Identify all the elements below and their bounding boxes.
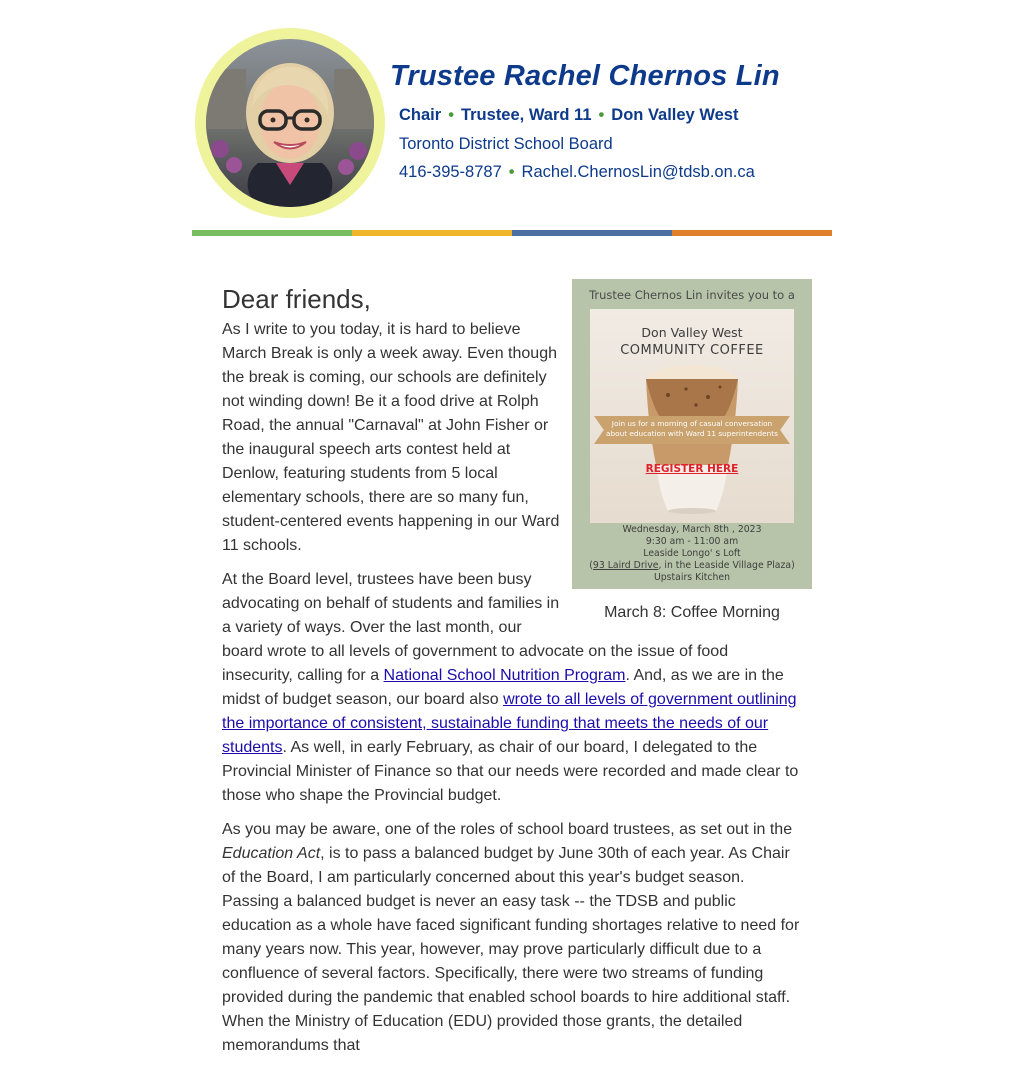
paragraph-2-text-3: . As well, in early February, as chair of our board, I delegated to the Provincial Minister of Finance so that our needs were recorded and made clear to those who shape the Provincial budget. <box>222 739 799 804</box>
email-link[interactable]: Rachel.ChernosLin@tdsb.on.ca <box>521 163 755 181</box>
event-room: Upstairs Kitchen <box>653 572 731 583</box>
event-address: 93 Laird Drive <box>592 560 659 571</box>
poster-subtitle: Don Valley West <box>641 325 743 340</box>
phone-link[interactable]: 416-395-8787 <box>399 163 502 181</box>
paragraph-2-text-2: . And, as we are in the midst of budget season, our board also <box>222 667 784 708</box>
education-act-italic: Education Act <box>222 845 321 862</box>
poster-event-details <box>572 524 812 584</box>
paragraph-3-text-2: , is to pass a balanced budget by June 30th of each year. As Chair of the Board, I am particularly concerned about this year's budget season. Passing a balanced budget is never an easy task -- the TDSB and public education as a whole have faced significant funding shortages relative to need for many years now. This year, however, may prove particularly difficult due to a confluence of several factors. Specifically, there were two streams of funding provided during the pandemic that enabled school boards to hire additional staff. When the Ministry of Education (EDU) provided those grants, the detailed memorandums that <box>222 845 800 1054</box>
color-bar-yellow <box>352 230 512 236</box>
newsletter-body <box>222 278 802 1068</box>
address-paren: ( <box>589 560 593 571</box>
color-bar-orange <box>672 230 832 236</box>
bullet-separator: • <box>448 106 454 124</box>
national-school-nutrition-link[interactable]: National School Nutrition Program <box>383 667 626 684</box>
community-coffee-poster[interactable] <box>572 279 812 589</box>
role-line <box>399 106 738 125</box>
organization-name: Toronto District School Board <box>399 135 613 153</box>
poster-ribbon-text <box>594 419 790 439</box>
color-bar-blue <box>512 230 672 236</box>
paragraph-3 <box>222 818 802 1058</box>
role-ward: Trustee, Ward 11 <box>460 106 592 124</box>
role-riding: Don Valley West <box>611 106 739 124</box>
funding-letter-link[interactable]: wrote to all levels of government outlining the importance of consistent, sustainable funding that meets the needs of our students <box>222 691 797 756</box>
contact-line <box>399 163 755 182</box>
greeting-heading: Dear friends, <box>222 284 371 314</box>
color-divider-bar <box>192 230 832 236</box>
trustee-portrait-image <box>206 39 374 207</box>
ribbon-line-2: about education with Ward 11 superintendents <box>606 429 778 438</box>
paragraph-2-text-1: At the Board level, trustees have been busy advocating on behalf of students and families in a variety of ways. Over the last month, our board wrote to all levels of government to advocate on the issue of food insecurity, calling for a <box>222 571 729 684</box>
figure-caption: March 8: Coffee Morning <box>604 604 780 621</box>
ribbon-line-1: Join us for a morning of casual conversation <box>611 419 773 428</box>
avatar <box>206 39 374 207</box>
bullet-separator: • <box>598 106 605 124</box>
event-date: Wednesday, March 8th , 2023 <box>622 524 762 535</box>
event-figure <box>572 279 812 622</box>
event-time: 9:30 am - 11:00 am <box>645 536 739 547</box>
event-address-rest: , in the Leaside Village Plaza) <box>658 560 795 571</box>
event-address-line <box>572 560 812 572</box>
paragraph-3-text-1: As you may be aware, one of the roles of school board trustees, as set out in the <box>222 821 793 838</box>
poster-main-title: COMMUNITY COFFEE <box>620 343 764 358</box>
color-bar-green <box>192 230 352 236</box>
role-chair: Chair <box>399 106 442 124</box>
bullet-separator: • <box>508 163 515 181</box>
event-venue: Leaside Longo' s Loft <box>643 548 741 559</box>
register-here-link[interactable]: REGISTER HERE <box>645 463 739 475</box>
trustee-name-title: Trustee Rachel Chernos Lin <box>390 60 780 92</box>
poster-invite-text: Trustee Chernos Lin invites you to a <box>589 288 795 302</box>
paragraph-1: As I write to you today, it is hard to believe March Break is only a week away. Even though the break is coming, our schools are definitely not winding down! Be it a food drive at Rolph Road, the annual "Carnaval" at John Fisher or the inaugural speech arts contest held at Denlow, featuring students from 5 local elementary schools, there are so many fun, student-centered events happening in our Ward 11 schools. <box>222 321 560 554</box>
newsletter-header <box>0 0 1024 240</box>
